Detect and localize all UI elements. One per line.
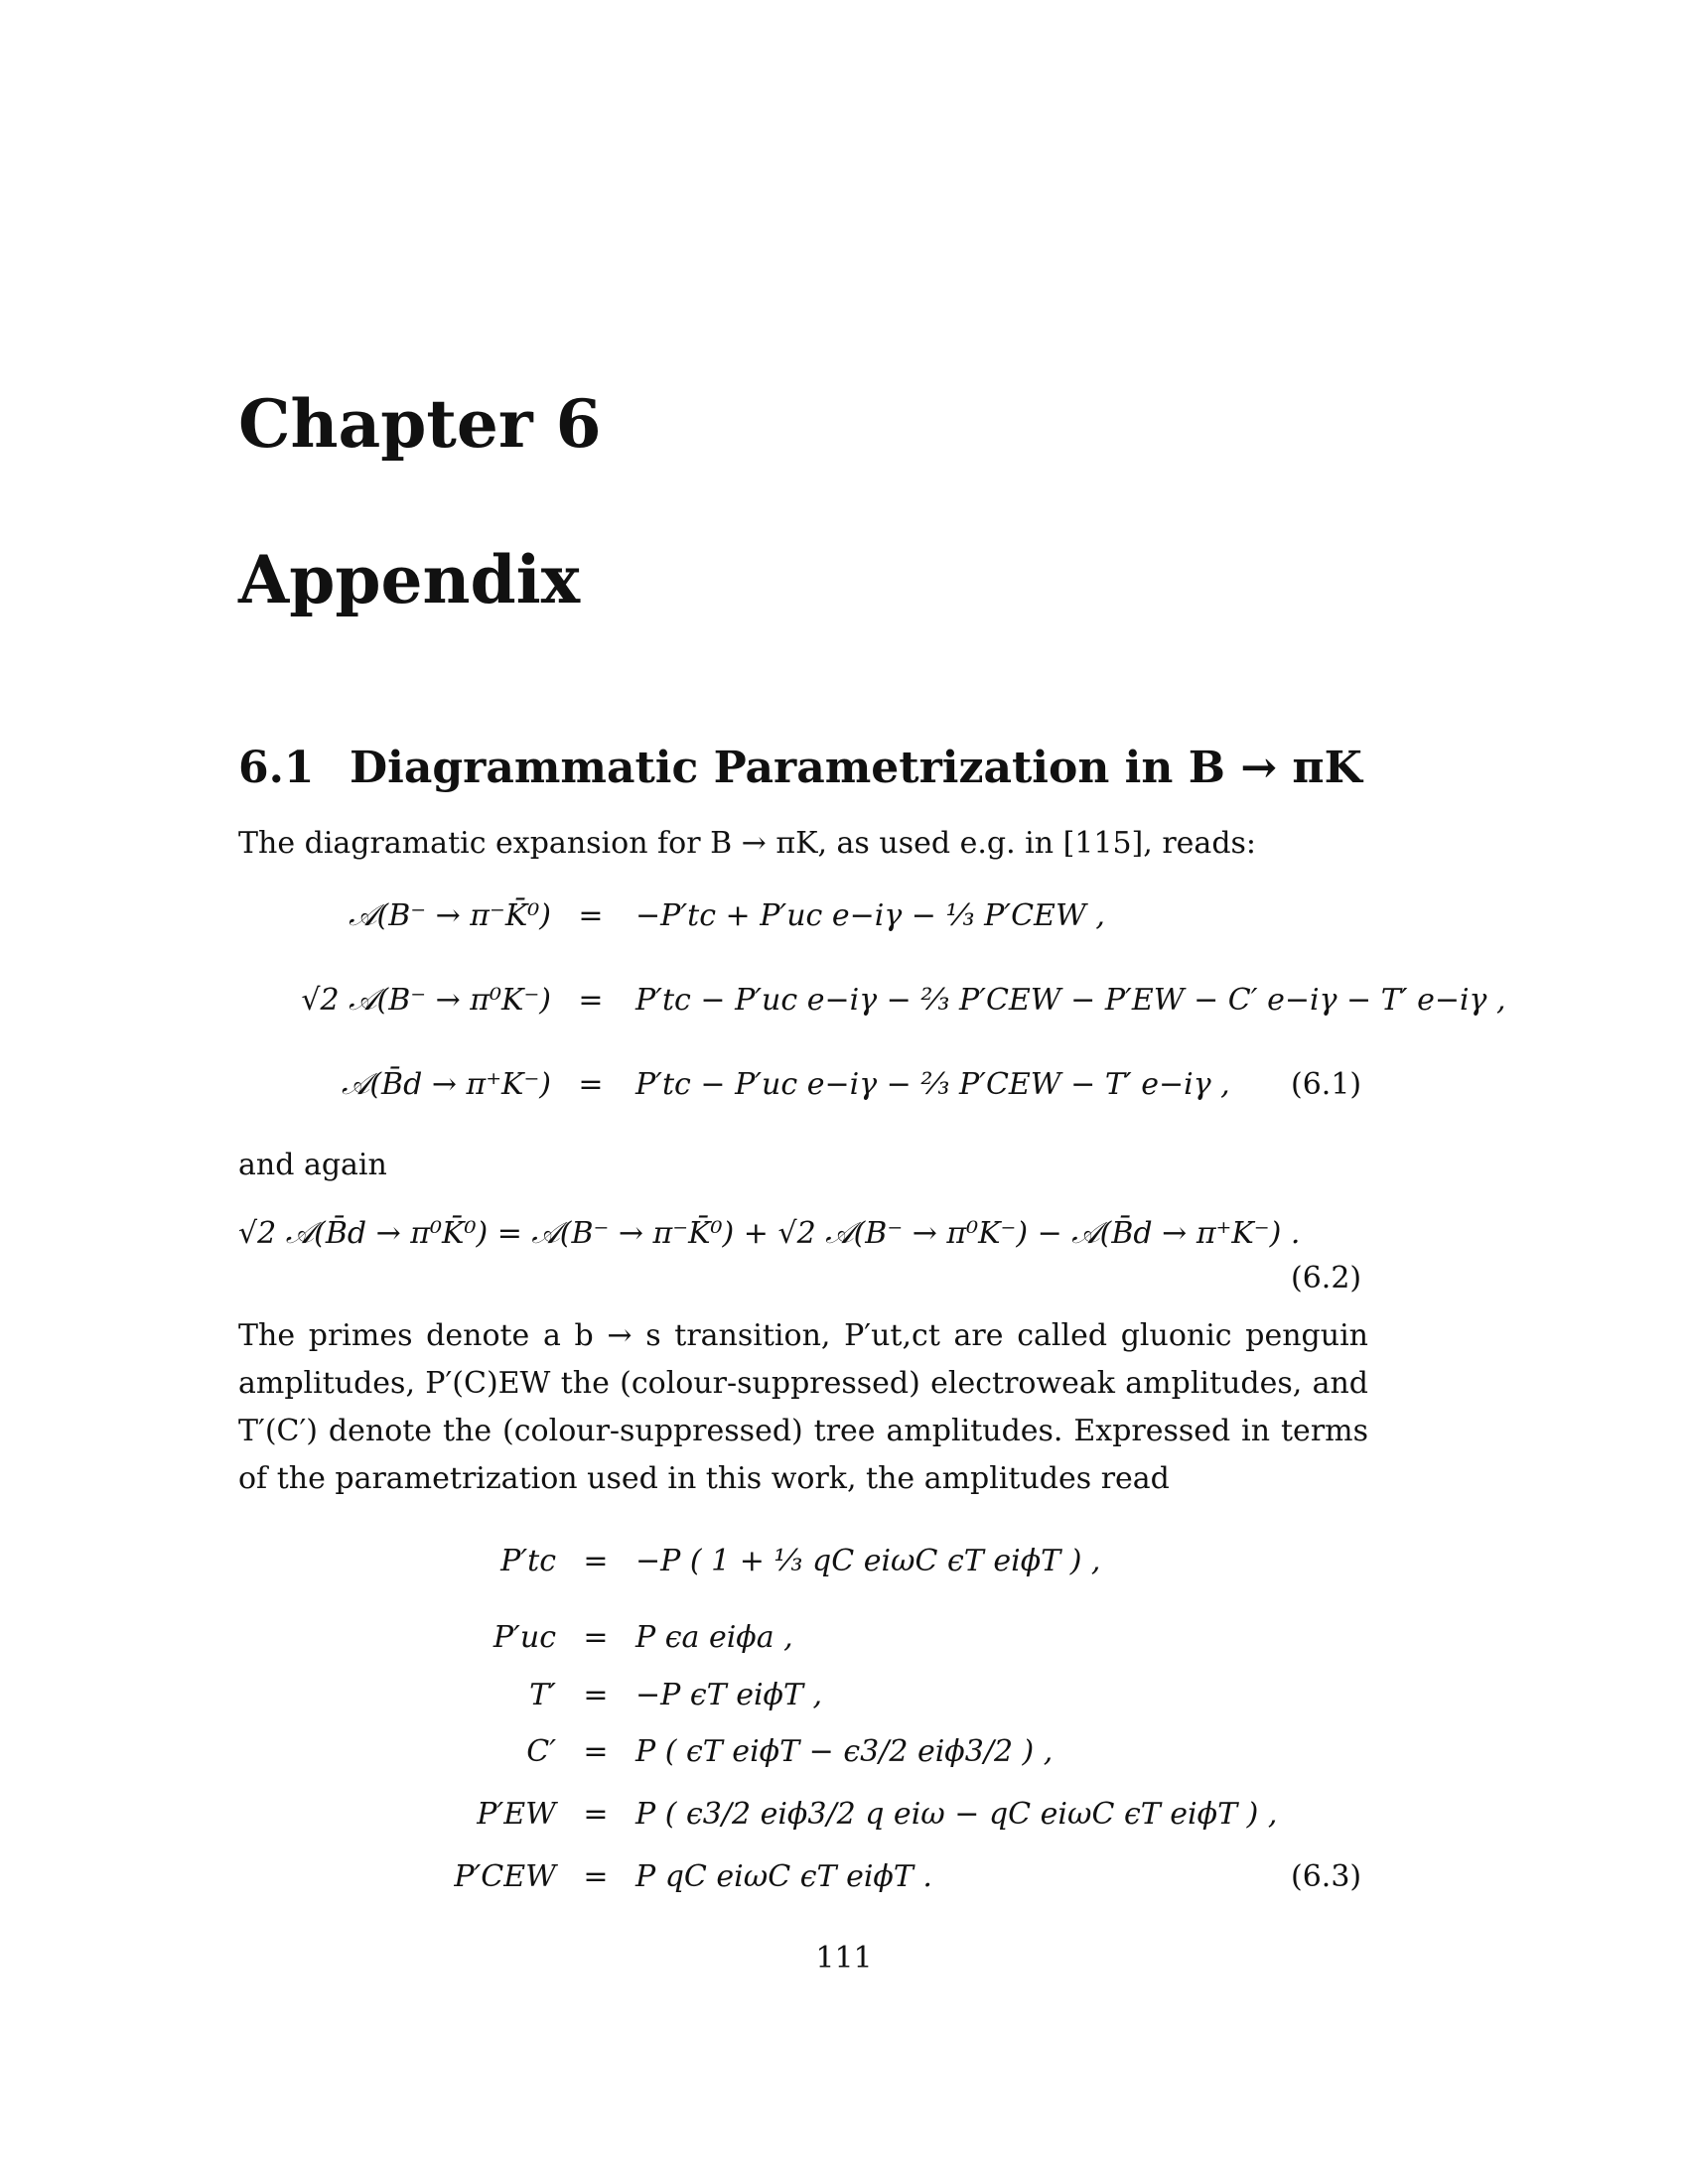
eq3-row5-rhs: P ( ϵ3/2 eiϕ3/2 q eiω − qC eiωC ϵT eiϕT ) ,: [635, 1797, 1278, 1832]
section-title: Diagrammatic Parametrization in B → πK: [350, 743, 1362, 793]
eq3-row1-rel: =: [583, 1544, 609, 1578]
eq3-row6-lhs: P′CEW: [454, 1859, 556, 1894]
eq3-row2-lhs: P′uc: [492, 1620, 556, 1655]
eq1-number: (6.1): [1291, 1067, 1362, 1102]
eq3-row4-rhs: P ( ϵT eiϕT − ϵ3/2 eiϕ3/2 ) ,: [635, 1734, 1054, 1769]
section-heading: [238, 743, 1362, 793]
chapter-label: Chapter 6: [238, 385, 602, 463]
page-number: 111: [815, 1941, 873, 1976]
eq3-row3-rel: =: [583, 1678, 609, 1712]
intro-text: The diagramatic expansion for B → πK, as used e.g. in [115], reads:: [238, 826, 1257, 861]
eq1-row3-rhs: P′tc − P′uc e−iγ − ⅔ P′CEW − T′ e−iγ ,: [635, 1067, 1230, 1102]
eq3-row3-lhs: T′: [529, 1678, 556, 1712]
eq1-row1-rel: =: [578, 898, 604, 933]
eq3-row2-rel: =: [583, 1620, 609, 1655]
eq1-row2-rhs: P′tc − P′uc e−iγ − ⅔ P′CEW − P′EW − C′ e−iγ − T′ e−iγ ,: [635, 983, 1506, 1018]
eq1-row3-rel: =: [578, 1067, 604, 1102]
eq1-row1-rhs: −P′tc + P′uc e−iγ − ⅓ P′CEW ,: [635, 898, 1105, 933]
eq3-number: (6.3): [1291, 1859, 1362, 1894]
chapter-title: Appendix: [238, 541, 581, 618]
eq3-row1-rhs: −P ( 1 + ⅓ qC eiωC ϵT eiϕT ) ,: [635, 1544, 1101, 1578]
eq3-row2-rhs: P ϵa eiϕa ,: [635, 1620, 793, 1655]
eq2-text: √2 𝒜(B̄d → π⁰K̄⁰) = 𝒜(B⁻ → π⁻K̄⁰) + √2 𝒜(B⁻ → π⁰K⁻) − 𝒜(B̄d → π⁺K⁻) .: [238, 1216, 1301, 1251]
eq1-row3-lhs: 𝒜(B̄d → π⁺K⁻): [341, 1067, 551, 1102]
section-number: 6.1: [238, 743, 315, 793]
eq3-row4-lhs: C′: [526, 1734, 556, 1769]
eq3-row5-lhs: P′EW: [477, 1797, 556, 1832]
eq3-row6-rel: =: [583, 1859, 609, 1894]
eq2-number: (6.2): [1291, 1261, 1362, 1296]
eq3-row1-lhs: P′tc: [500, 1544, 556, 1578]
body-paragraph: The primes denote a b → s transition, P′ut,ct are called gluonic penguin amplitudes, P′(C)EW the (colour-suppressed) electroweak amplitudes, and T′(C′) denote the (colour-suppressed) tree amplitudes. Expressed in terms of the parametrization used in this work, the amplitudes read: [238, 1318, 1368, 1496]
and-again-text: and again: [238, 1148, 387, 1182]
eq1-row1-lhs: 𝒜(B⁻ → π⁻K̄⁰): [349, 898, 551, 933]
eq1-row2-rel: =: [578, 983, 604, 1018]
eq3-row5-rel: =: [583, 1797, 609, 1832]
eq1-row2-lhs: √2 𝒜(B⁻ → π⁰K⁻): [301, 983, 551, 1018]
eq3-row3-rhs: −P ϵT eiϕT ,: [635, 1678, 823, 1712]
eq3-row4-rel: =: [583, 1734, 609, 1769]
eq3-row6-rhs: P qC eiωC ϵT eiϕT .: [635, 1859, 932, 1894]
